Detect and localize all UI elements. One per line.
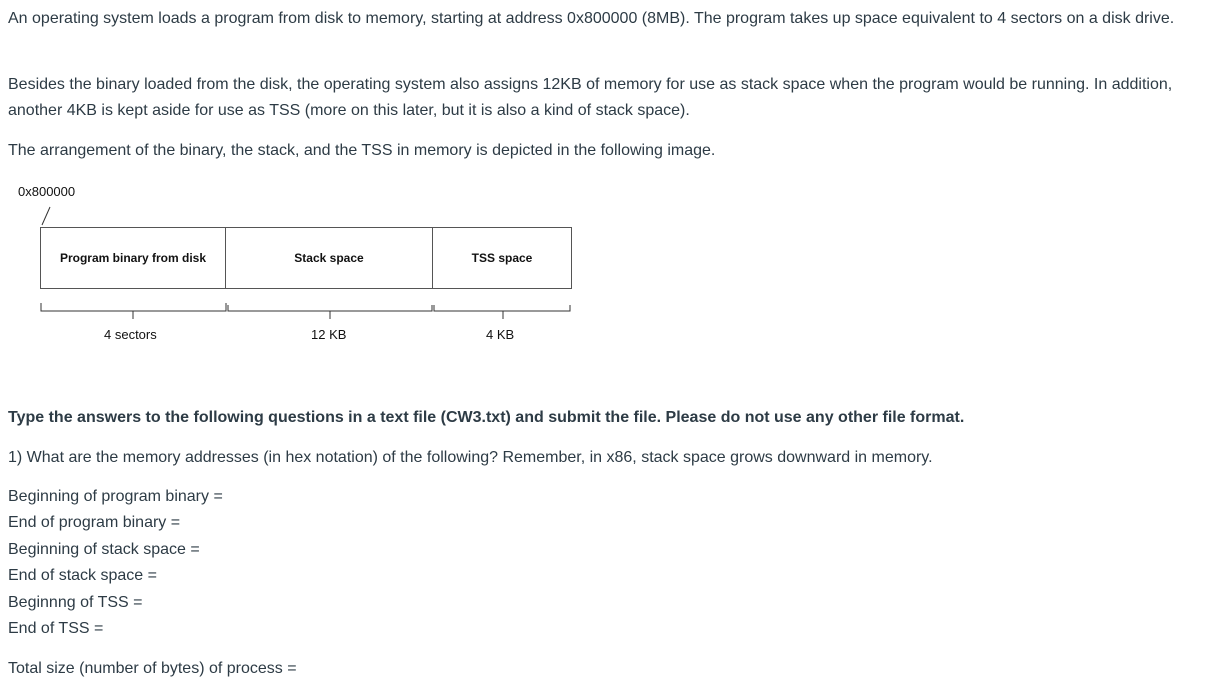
- stack-space-label: Stack space: [294, 251, 364, 265]
- tss-space-block: [432, 227, 572, 289]
- brace-tss: [434, 305, 570, 311]
- tss-space-label: TSS space: [471, 251, 533, 265]
- answer-end-program: End of program binary =: [8, 514, 181, 532]
- tss-size-label: 4 KB: [486, 327, 515, 342]
- brace-stack: [228, 305, 432, 311]
- start-address-pointer: [42, 207, 50, 225]
- start-address-label: 0x800000: [18, 184, 76, 199]
- answer-total-size: Total size (number of bytes) of process =: [8, 660, 297, 677]
- question-1: 1) What are the memory addresses (in hex notation) of the following? Remember, in x86, stack space grows downward in memory.: [8, 449, 933, 466]
- stack-size-label: 12 KB: [311, 327, 347, 342]
- answer-end-tss: End of TSS =: [8, 620, 104, 638]
- intro-paragraph-3: The arrangement of the binary, the stack, and the TSS in memory is depicted in the following image.: [8, 142, 716, 159]
- answer-end-stack: End of stack space =: [8, 567, 157, 585]
- answer-beginning-program: Beginning of program binary =: [8, 488, 223, 505]
- answer-list: [8, 484, 223, 642]
- intro-paragraph-1: An operating system loads a program from disk to memory, starting at address 0x800000 (8MB). The program takes up space equivalent to 4 sectors on a disk drive.: [8, 10, 1175, 27]
- answer-beginning-tss: Beginnng of TSS =: [8, 593, 143, 611]
- memory-layout-diagram: [0, 175, 600, 375]
- questions-heading: Type the answers to the following questions in a text file (CW3.txt) and submit the file. Please do not use any other file format.: [8, 409, 965, 426]
- stack-space-block: [225, 227, 433, 289]
- intro-paragraph-2: Besides the binary loaded from the disk, the operating system also assigns 12KB of memory for use as stack space when the program would be running. In addition, another 4KB is kept aside for use as TSS (more on this later, but it is also a kind of stack space).: [8, 76, 1173, 119]
- brace-program: [41, 303, 226, 311]
- answer-beginning-stack: Beginning of stack space =: [8, 540, 200, 558]
- program-size-label: 4 sectors: [104, 327, 157, 342]
- program-binary-label: Program binary from disk: [59, 251, 207, 265]
- program-binary-block: [40, 227, 226, 289]
